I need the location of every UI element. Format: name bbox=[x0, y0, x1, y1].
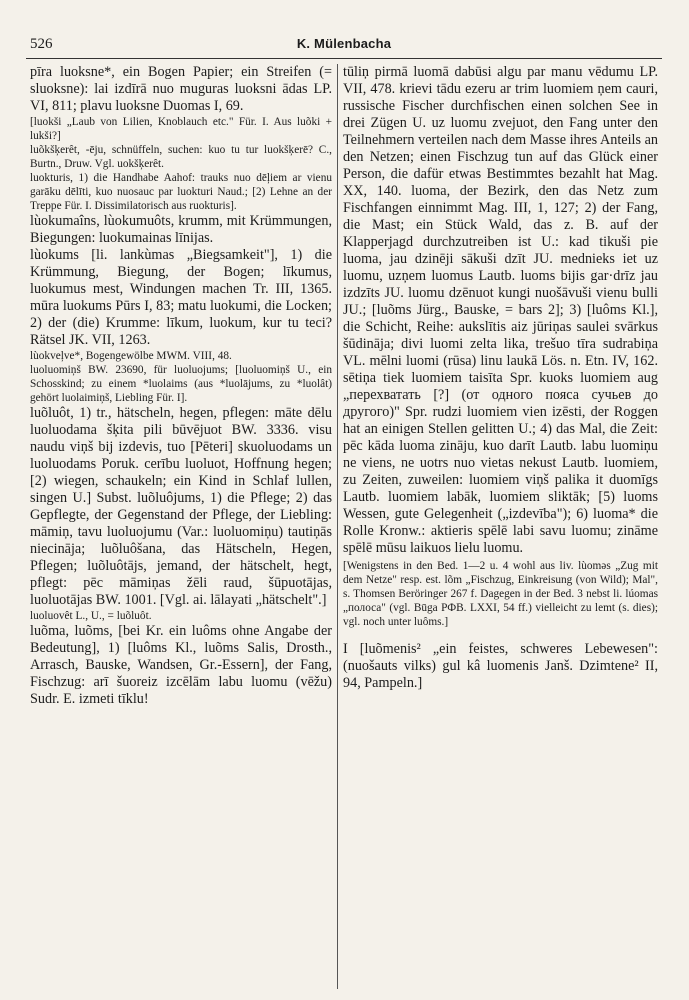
entry-luoluovet: luoluovêt L., U., = luõluôt. bbox=[30, 610, 152, 622]
column-divider bbox=[337, 64, 338, 989]
etymology-note: [Wenigstens in den Bed. 1—2 u. 4 wohl aus liv. lùomǝs „Zug mit dem Netze" resp. est. lõm „Fischzug, Einkreisung (von Wild); Mal", s. Thomsen Beröringer 267 f. Dagegen in der Bed. 3 nebst li. lúomas „полоса" (vgl. Būga РФВ. LXXI, 54 ff.) vielleicht zu lemt (s. dies); vgl. noch unter luôms.] bbox=[343, 560, 658, 628]
entry-luomenis: I [luõmenis² „ein feistes, schweres Lebewesen": (nuošauts vilks) gul kâ luomenis Janš. Dzimtene² II, 94, Pampeln.] bbox=[343, 641, 658, 691]
entry-pira-luoksne: pīrа luoksne*, ein Bogen Papier; ein Streifen (= sluoksne): lai izdīrā nuo muguras luoksni ādas LP. VI, 811; plavu luoksne Duomas I, 69. bbox=[30, 64, 332, 114]
entry-luoluomins: luoluomiņš BW. 23690, für luoluojums; [luoluomiņš U., ein Schosskind; zu einem *luolaims (aus *luolājums, zu *luolât) gehört luolaimiņš, Liebling Für. I]. bbox=[30, 364, 332, 404]
entry-luoksi: [luokši „Laub von Lilien, Knoblauch etc." Für. I. Aus luõki + lukši?] bbox=[30, 116, 332, 142]
running-head: K. Mülenbacha bbox=[296, 36, 392, 51]
entry-luokums: lùokums [li. lankùmas „Biegsamkeit"], 1) die Krümmung, Biegung, der Bogen; līkumus, luokumus mest, Windungen machen Tr. III, 1365. mūra luokums Pūrs I, 83; matu luokumi, die Locken; 2) der (die) Krumme: līkum, luokum, kur tu teci? Rätsel JK. VII, 1263. bbox=[30, 247, 332, 348]
entry-luoma-continued: tūliņ pirmā luomā dabūsi algu par manu vēdumu LP. VII, 478. krievi tādu ezeru ar trim luomiem ņem cauri, russische Fischer durchfischen einen solchen See in drei Zügen U. uz luomu zvejuot, den Fang unter den Teilnehmern verteilen nach dem Masse ihres Anteils an den Netzen; einen Fischzug tun auf das Glück einer Person, die dafür etwas Bestimmtes bezahlt hat Mag. XX, 140. luoma, der Bezirk, den das Netz zum Fischfangen einnimmt Mag. III, 1, 127; 2) der Fang, die Mast; ein Stück Wald, das z. B. auf der Klapperjagd durchzutreiben ist U.: kad tikuši pie luoma, jau dzinēji sākuši dzīt JU. mednieks iet uz luomu, uzņem luomus Lautb. luoms bijis gar·drīz jau izdzīts JU. luomu dzēnuot kungi nuošāvuši vienu bulli JU.; [luõms Jürg., Bauske, = bars 2]; 3) [luôms Kl.], die Schicht, Reihe: aukslītis aiz jūriņas saulei svārkus šūdināja; divi luomi zelta lika, trešuo tīra sudrabiņa VL. mēlni luomi (rūsa) linu laukā Lös. n. Etn. IV, 162. sētiņa tiek luomiem taisīta Spr. kuoks luomiem aug „перехватать [?] (от одного пояса сучьев до другого)" Spr. rudzi luomiem vien izēsti, der Roggen hat an einigen Stellen gelitten U.; 4) das Mal, die Zeit: pēc kāda luoma zināju, kuo darīt Lautb. labu luomiņu ne viens, ne uotrs nuo vietas nekust Lautb. luomiem, zu Zeiten, zuweilen: luomiem viņš palika it duomīgs Lautb. luomiem labāk, luomiem sliktāk; [5) luoms Wessen, gute Gelegenheit („izdevība"); 6) luoma* die Rolle Kronw.: aktieris spēlē labi savu luomu; zināme spēlē mūsu laikuos lielu luomu. bbox=[343, 64, 658, 556]
header-rule bbox=[26, 58, 662, 59]
entry-luokturis: luokturis, 1) die Handhabe Aahof: trauks nuo dēļiem ar vienu garāku dēlīti, kuo nuosauc par luokturi Naud.; [2) Lehne an der Treppe Für. I. Dissimilatorisch aus ruokturis]. bbox=[30, 172, 332, 212]
entry-luokvelve: lùokveļve*, Bogengewölbe MWM. VIII, 48. bbox=[30, 350, 232, 362]
entry-luoluot: luõluôt, 1) tr., hätscheln, hegen, pflegen: māte dēlu luoluodama šķita pili būvējuot BW. 3336. visu naudu viņš bij izdevis, tuo [Pēteri] skuoluodams un luoluodams Poruk. cerību luoluot, Hoffnung hegen; [2) wiegen, schaukeln; ein Kind in Schlaf lullen, singen U.] Subst. luõluôjums, 1) die Pflege; 2) das Gepflegte, der Gegenstand der Pflege, der Liebling: māmiņ, tavu luoluojumu (Var.: luoluomiņu) tautiņās niecināja; luõluôšana, das Hätscheln, Hegen, Pflegen; luõluôtājs, jemand, der hätschelt, hegt, pflegt: pēc māmiņas žēli raud, šūpuotājas, luoluotājas BW. 1001. [Vgl. ai. lālayati „hätschelt".] bbox=[30, 405, 332, 608]
page-header bbox=[26, 30, 662, 54]
entry-luokumains: lùokumaîns, lùokumuôts, krumm, mit Krümmungen, Biegungen: luokumainas līnijas. bbox=[30, 213, 332, 246]
entry-luokskeret: luõkšķerêt, -ēju, schnüffeln, suchen: kuo tu tur luokšķerē? C., Burtn., Druw. Vgl. uokšķerêt. bbox=[30, 144, 332, 170]
right-column bbox=[343, 64, 658, 989]
page-number: 526 bbox=[30, 36, 53, 52]
left-column bbox=[30, 64, 332, 989]
entry-luoma: luõma, luõms, [bei Kr. ein luôms ohne Angabe der Bedeutung], 1) [luôms Kl., luõms Salis, Drosth., Arrasch, Bauske, Wandsen, Gr.-Essern], der Fang, Fischzug: arī šuoreiz izcēlām labu luomu (vēžu) Sudr. E. izmeti tīklu! bbox=[30, 623, 332, 707]
